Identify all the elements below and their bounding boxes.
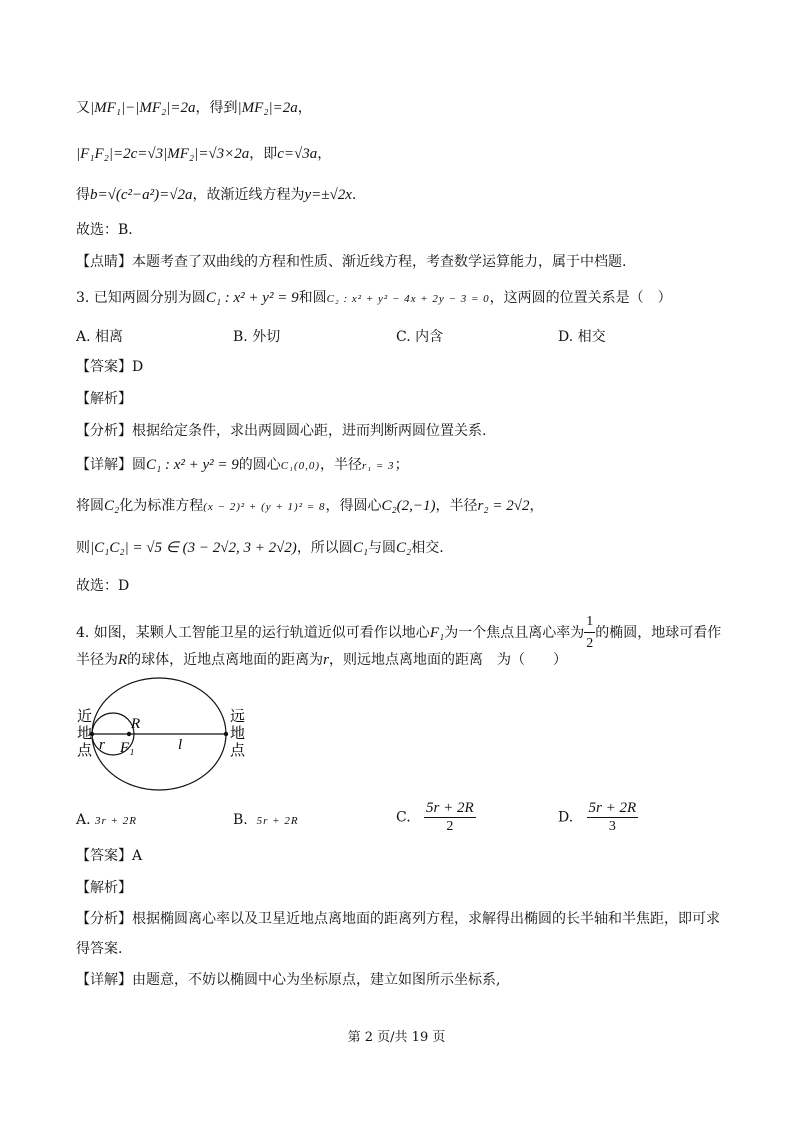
formula: y=±√2x <box>304 187 352 203</box>
answer: 【答案】D <box>76 359 144 375</box>
text-line: 【点睛】本题考查了双曲线的方程和性质、渐近线方程，考查数学运算能力，属于中档题. <box>76 254 627 270</box>
formula: F₁ <box>429 625 445 641</box>
option-d: D. 相交 <box>558 329 606 345</box>
text-line <box>76 185 356 205</box>
numerator: 5r + 2R <box>588 800 637 816</box>
text: 和圆 <box>298 290 327 306</box>
orbit-diagram <box>64 674 254 794</box>
text: 将圆 <box>76 498 104 514</box>
denominator: 2 <box>446 819 454 834</box>
far-label-char: 地 <box>230 724 246 742</box>
option-a: A. 相离 <box>76 329 124 345</box>
formula: b=√(c²−a²)=√2a <box>90 187 193 203</box>
choice: 故选：D <box>76 578 130 594</box>
option-b <box>233 812 299 828</box>
formula: |F₁F₂|=2c=√3|MF₂|=√3×2a <box>76 146 250 162</box>
option-label: A. <box>76 812 91 828</box>
formula: c=√3a <box>277 146 318 162</box>
text: ，得圆心 <box>325 498 382 514</box>
text: ，即 <box>249 146 278 162</box>
numerator: 5r + 2R <box>426 800 474 816</box>
text: 4. 如图，某颗人工智能卫星的运行轨道近似可看作以地心 <box>76 625 430 641</box>
formula: C₁ : x² + y² = 9 <box>146 457 239 473</box>
far-label-char: 点 <box>230 741 246 759</box>
text: ，半径 <box>320 457 363 473</box>
formula: |C₁C₂| = √5 ∈ (3 − 2√2, 3 + 2√2) <box>90 540 297 556</box>
text: ，半径 <box>435 498 478 514</box>
analysis-heading: 【解析】 <box>76 391 132 407</box>
formula: C₂ <box>396 540 412 556</box>
option-c: C. 内含 <box>396 329 444 345</box>
formula: C₂(2,−1) <box>381 498 436 514</box>
fraction <box>587 800 639 835</box>
formula: C₂ : x² + y² − 4x + 2y − 3 = 0 <box>326 293 490 305</box>
page-footer: 第 2 页/共 19 页 <box>347 1030 446 1045</box>
text: 【详解】圆 <box>76 457 146 473</box>
analysis-heading: 【解析】 <box>76 880 132 896</box>
text: 化为标准方程 <box>119 498 204 514</box>
formula: 5r + 2R <box>256 815 299 827</box>
text: . <box>351 187 357 203</box>
far-point <box>224 732 228 736</box>
near-label-char: 点 <box>77 741 93 759</box>
text: 得 <box>76 187 90 203</box>
denominator: 2 <box>586 636 594 651</box>
text-line <box>76 98 312 118</box>
text: ， <box>529 498 544 514</box>
text: 与圆 <box>368 540 397 556</box>
option-label: B. <box>233 812 248 828</box>
text: ； <box>394 457 409 473</box>
text: 的球体，近地点离地面的距离为 <box>127 652 324 668</box>
option-c <box>396 800 476 835</box>
text-line <box>76 144 331 164</box>
text: ，则远地点离地面的距离 为（ ） <box>329 652 568 668</box>
analysis-text: 得答案. <box>76 941 123 957</box>
denominator: 3 <box>608 819 616 834</box>
analysis-text: 【分析】根据给定条件，求出两圆圆心距，进而判断两圆位置关系. <box>76 423 487 439</box>
detail-line <box>76 455 409 476</box>
fraction <box>424 800 476 835</box>
option-label: D. <box>558 809 574 826</box>
text: 又 <box>76 100 90 116</box>
text: 则 <box>76 540 90 556</box>
text: 3. 已知两圆分别为圆 <box>76 290 206 306</box>
option-d <box>558 800 638 835</box>
question-3-stem <box>76 288 672 309</box>
formula: 3r + 2R <box>95 815 137 827</box>
numerator: 1 <box>584 612 595 633</box>
formula: C₁ <box>352 540 369 556</box>
distance-label: r <box>99 737 105 753</box>
answer: 【答案】A <box>76 848 143 864</box>
text: ，这两圆的位置关系是（ ） <box>489 290 672 306</box>
analysis-text: 【分析】根据椭圆离心率以及卫星近地点离地面的距离列方程，求解得出椭圆的长半轴和半焦距，即可求 <box>76 911 720 927</box>
near-label-char: 地 <box>77 724 93 742</box>
focus-point <box>127 732 131 736</box>
radius-label: R <box>131 716 141 732</box>
text-line: 故选：B. <box>76 222 133 238</box>
formula: |MF₂|=2a <box>237 100 298 116</box>
text: ，故渐近线方程为 <box>192 187 305 203</box>
detail-line <box>76 538 444 558</box>
formula: |MF₁|−|MF₂|=2a <box>90 100 196 116</box>
formula: r₁ = 3 <box>362 460 395 472</box>
far-label-char: 远 <box>230 707 246 725</box>
text: 为一个焦点且离心率为 <box>444 625 585 641</box>
question-4-stem <box>76 612 721 654</box>
text: ， <box>297 100 312 116</box>
detail-line: 【详解】由题意，不妨以椭圆中心为坐标原点，建立如图所示坐标系, <box>76 972 501 988</box>
option-b: B. 外切 <box>233 329 281 345</box>
formula: C₁ : x² + y² = 9 <box>205 290 299 306</box>
detail-line <box>76 496 543 517</box>
formula: r₂ = 2√2 <box>477 498 530 514</box>
text: 半径为 <box>76 652 118 668</box>
option-a <box>76 812 137 828</box>
formula: C₁(0,0) <box>280 460 321 472</box>
formula: (x − 2)² + (y + 1)² = 8 <box>203 501 326 513</box>
text: 相交. <box>411 540 444 556</box>
formula: r <box>323 652 330 668</box>
near-label-char: 近 <box>77 707 93 725</box>
formula: R <box>118 652 128 668</box>
length-label: l <box>178 737 183 753</box>
focus-label: F₁ <box>120 740 135 756</box>
formula: C₂ <box>104 498 120 514</box>
text: 的椭圆，地球可看作 <box>595 625 722 641</box>
question-4-stem-2 <box>76 650 567 670</box>
fraction-one-half <box>584 612 595 654</box>
option-label: C. <box>396 809 411 826</box>
text: ，得到 <box>195 100 238 116</box>
text: ， <box>317 146 332 162</box>
text: 的圆心 <box>238 457 281 473</box>
text: ，所以圆 <box>296 540 353 556</box>
